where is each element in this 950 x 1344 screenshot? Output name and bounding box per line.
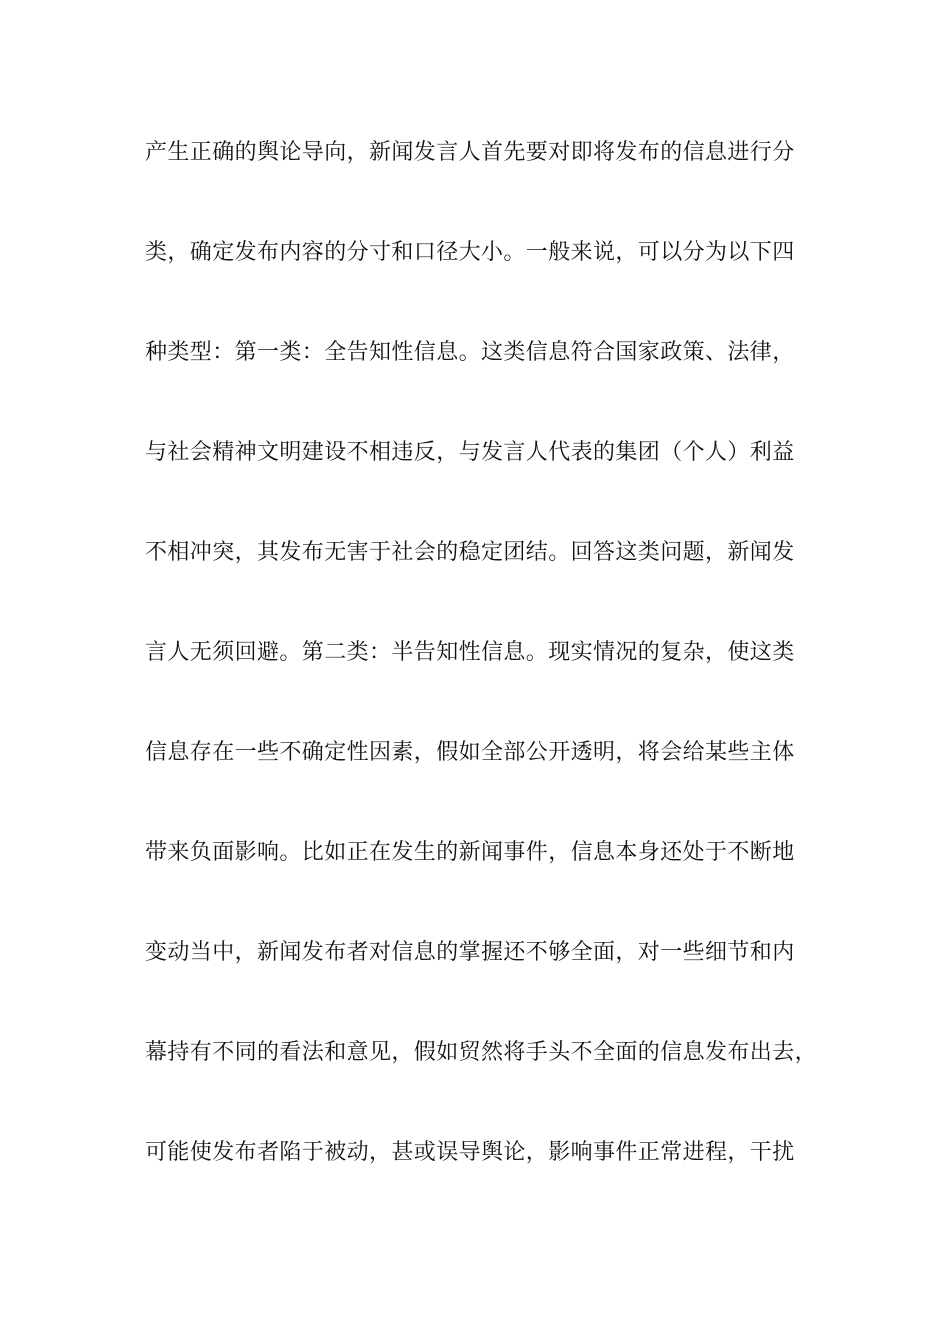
text-line: 变动当中，新闻发布者对信息的掌握还不够全面，对一些细节和内: [145, 940, 795, 965]
text-line: 信息存在一些不确定性因素，假如全部公开透明，将会给某些主体: [145, 740, 795, 765]
text-line: 可能使发布者陷于被动，甚或误导舆论，影响事件正常进程，干扰: [145, 1140, 795, 1165]
text-line: 种类型：第一类：全告知性信息。这类信息符合国家政策、法律，: [145, 340, 795, 365]
body-text: [145, 130, 825, 1230]
text-line: 带来负面影响。比如正在发生的新闻事件，信息本身还处于不断地: [145, 840, 795, 865]
text-line: 言人无须回避。第二类：半告知性信息。现实情况的复杂，使这类: [145, 640, 795, 665]
text-line: 产生正确的舆论导向，新闻发言人首先要对即将发布的信息进行分: [145, 140, 795, 165]
text-line: 与社会精神文明建设不相违反，与发言人代表的集团（个人）利益: [145, 440, 795, 465]
text-line: 类，确定发布内容的分寸和口径大小。一般来说，可以分为以下四: [145, 240, 795, 265]
text-line: 幕持有不同的看法和意见，假如贸然将手头不全面的信息发布出去，: [145, 1040, 818, 1065]
text-line: 不相冲突，其发布无害于社会的稳定团结。回答这类问题，新闻发: [145, 540, 795, 565]
